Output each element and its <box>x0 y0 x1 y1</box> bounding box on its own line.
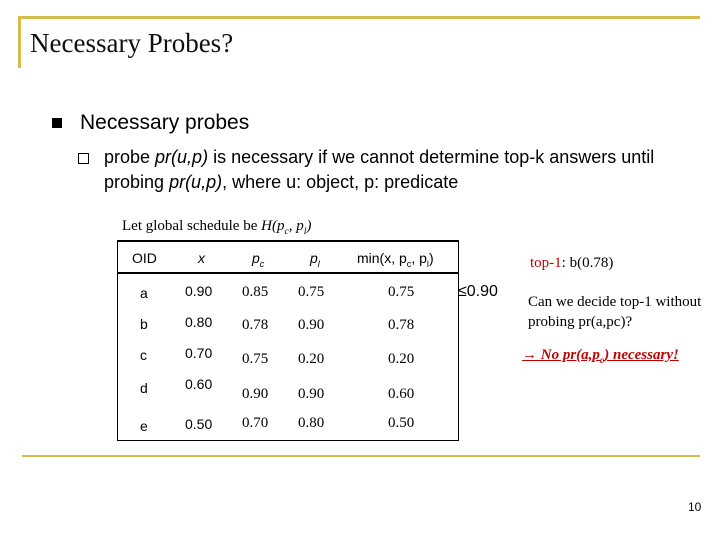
bullet-level2: probe pr(u,p) is necessary if we cannot determine top-k answers until probing pr(u,p), where u: object, p: predicate <box>104 147 655 192</box>
table-cell: e <box>140 418 148 434</box>
table-cell: 0.75 <box>388 284 415 300</box>
table-cell: d <box>140 380 148 396</box>
table-cell: 0.75 <box>242 351 269 367</box>
table-cell: 0.80 <box>298 415 325 431</box>
conclusion-text: → No $pr(a,p_c)$ necessary! <box>522 347 679 366</box>
frame-top-rule <box>18 16 700 19</box>
frame-left-rule <box>18 16 21 68</box>
hollow-square-bullet-icon <box>78 153 89 164</box>
upper-bound-label: ≤0.90 <box>458 283 498 300</box>
col-header-oid: OID <box>132 250 157 266</box>
schedule-line <box>122 218 312 237</box>
table-cell: 0.85 <box>242 284 269 300</box>
right-arrow-icon: → <box>522 347 537 363</box>
col-header-pl: $p_l$ <box>310 250 320 269</box>
table-cell: 0.20 <box>298 351 325 367</box>
table-cell: c <box>140 347 147 363</box>
data-table <box>117 240 459 441</box>
table-cell: 0.78 <box>388 317 415 333</box>
col-header-pc: $p_c$ <box>252 250 265 269</box>
table-cell: 0.90 <box>185 283 213 299</box>
table-cell: 0.50 <box>388 415 415 431</box>
square-bullet-icon <box>52 118 62 128</box>
frame-bottom-rule <box>22 455 700 457</box>
page-number: 10 <box>688 500 702 514</box>
table-cell: 0.50 <box>185 416 213 432</box>
top1-keyword: top-1 <box>530 255 562 271</box>
schedule-prefix: Let global schedule be <box>122 218 258 234</box>
table-cell: 0.60 <box>185 376 213 392</box>
table-cell: 0.75 <box>298 284 325 300</box>
table-cell: b <box>140 316 148 332</box>
slide-title: Necessary Probes? <box>30 28 234 58</box>
top1-label <box>530 255 613 272</box>
table-cell: 0.90 <box>298 317 325 333</box>
table-cell: 0.78 <box>242 317 269 333</box>
table-cell: 0.80 <box>185 314 213 330</box>
table-cell: 0.70 <box>185 345 213 361</box>
table-cell: 0.20 <box>388 351 415 367</box>
table-cell: 0.60 <box>388 386 415 402</box>
table-cell: 0.90 <box>242 386 269 402</box>
col-header-min: min(x, $p_c$, $p_l$) <box>357 250 434 269</box>
question-text: Can we decide top-1 without probing pr(a,pc)? <box>528 294 702 330</box>
table-cell: a <box>140 285 148 301</box>
top1-value: : b(0.78) <box>561 255 614 271</box>
col-header-x: x <box>198 250 205 266</box>
bullet-level1: Necessary probes <box>80 111 250 134</box>
table-cell: 0.70 <box>242 415 269 431</box>
table-cell: 0.90 <box>298 386 325 402</box>
schedule-value: $H(p_c$, $p_l$) <box>261 218 312 237</box>
table-header-border <box>117 272 458 274</box>
